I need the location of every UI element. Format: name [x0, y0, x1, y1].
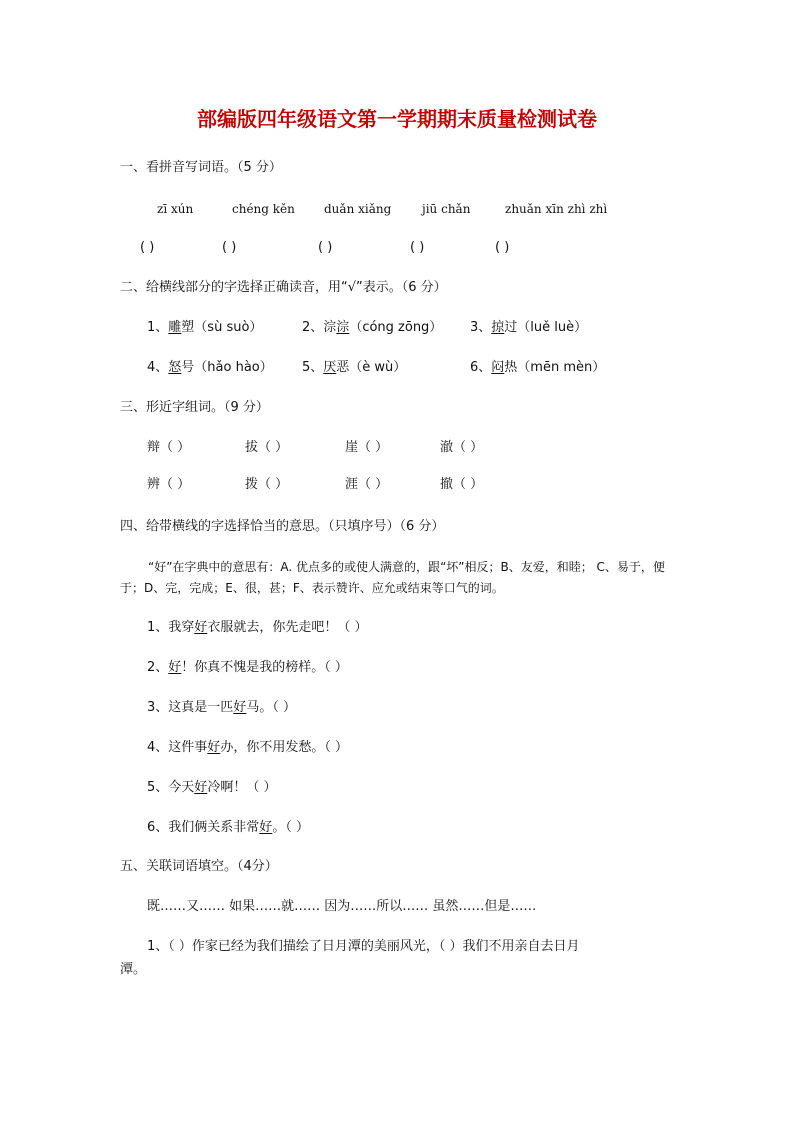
meaning-question-5	[147, 779, 276, 797]
item-options: 号（hǎo hào）	[181, 360, 273, 375]
reading-item-1	[147, 319, 262, 337]
underlined-char: 好	[168, 660, 182, 675]
item-number: 1、	[147, 320, 169, 335]
meaning-question-6	[147, 819, 309, 837]
item-text: 这件事	[168, 740, 208, 755]
underlined-char: 好	[194, 620, 208, 635]
item-text: 办，你不用发愁。（ ）	[220, 740, 348, 755]
item-text: 马。（ ）	[246, 700, 296, 715]
pinyin-1: zī xún	[157, 202, 194, 216]
underlined-char: 好	[259, 820, 273, 835]
section-5-heading: 五、关联词语填空。（4分）	[120, 859, 278, 874]
answer-bracket-4[interactable]: ( )	[410, 240, 425, 255]
item-options: 塑（sù suò）	[181, 320, 263, 335]
char-group-item[interactable]: 撤（ ）	[440, 477, 484, 492]
reading-item-5	[302, 359, 406, 377]
section-1-heading: 一、看拼音写词语。（5 分）	[120, 160, 282, 175]
item-number: 4、	[147, 360, 169, 375]
item-text: 冷啊！（ ）	[207, 780, 277, 795]
answer-bracket-5[interactable]: ( )	[495, 240, 510, 255]
underlined-char: 雕	[168, 320, 182, 335]
item-text: ！你真不愧是我的榜样。（ ）	[181, 660, 348, 675]
item-number: 2、	[147, 660, 169, 675]
fill-in-question-1-continued: 潭。	[120, 962, 147, 977]
item-options: 恶（è wù）	[336, 360, 407, 375]
pinyin-5: zhuǎn xīn zhì zhì	[505, 202, 608, 216]
item-text: 我穿	[168, 620, 195, 635]
underlined-char: 好	[233, 700, 247, 715]
item-text: 淙	[323, 320, 337, 335]
char-group-item[interactable]: 辨（ ）	[147, 477, 191, 492]
item-number: 3、	[147, 700, 169, 715]
char-group-item[interactable]: 崖（ ）	[345, 440, 389, 455]
underlined-char: 淙	[336, 320, 350, 335]
meaning-question-1	[147, 619, 367, 637]
pinyin-2: chéng kěn	[232, 202, 295, 216]
page-title: 部编版四年级语文第一学期期末质量检测试卷	[197, 107, 597, 131]
conjunction-word-bank: 既……又…… 如果……就…… 因为……所以…… 虽然……但是……	[147, 899, 537, 914]
item-number: 6、	[147, 820, 169, 835]
section-2-heading: 二、给横线部分的字选择正确读音，用“√”表示。（6 分）	[120, 280, 447, 295]
item-number: 3、	[470, 320, 492, 335]
reading-item-3	[470, 319, 587, 337]
answer-bracket-3[interactable]: ( )	[318, 240, 333, 255]
underlined-char: 厌	[323, 360, 337, 375]
item-options: （cóng zōng）	[349, 320, 443, 335]
char-group-item[interactable]: 涯（ ）	[345, 477, 389, 492]
section-4-heading: 四、给带横线的字选择恰当的意思。（只填序号）（6 分）	[120, 519, 445, 534]
section-3-heading: 三、形近字组词。（9 分）	[120, 400, 269, 415]
item-number: 4、	[147, 740, 169, 755]
definition-paragraph: “好”在字典中的意思有：A. 优点多的或使人满意的，跟“坏”相反；B、友爱，和睦； C、易于，便于；D、完，完成；E、很，甚；F、表示赞许、应允或结束等口气的词。	[120, 560, 665, 595]
item-number: 1、	[147, 620, 169, 635]
item-text: 衣服就去，你先走吧！（ ）	[207, 620, 368, 635]
meaning-question-2	[147, 659, 348, 677]
char-group-item[interactable]: 拨（ ）	[245, 477, 289, 492]
underlined-char: 好	[207, 740, 221, 755]
item-options: 过（luě luè）	[504, 320, 588, 335]
item-text: 今天	[168, 780, 195, 795]
pinyin-3: duǎn xiǎng	[324, 202, 392, 216]
answer-bracket-2[interactable]: ( )	[222, 240, 237, 255]
underlined-char: 掠	[491, 320, 505, 335]
item-number: 5、	[147, 780, 169, 795]
char-group-item[interactable]: 辩（ ）	[147, 440, 191, 455]
item-text: 我们俩关系非常	[168, 820, 260, 835]
item-options: 热（mēn mèn）	[504, 360, 606, 375]
item-number: 6、	[470, 360, 492, 375]
underlined-char: 好	[194, 780, 208, 795]
char-group-item[interactable]: 澈（ ）	[440, 440, 484, 455]
reading-item-4	[147, 359, 273, 377]
underlined-char: 怒	[168, 360, 182, 375]
underlined-char: 闷	[491, 360, 505, 375]
item-text: 这真是一匹	[168, 700, 234, 715]
answer-bracket-1[interactable]: ( )	[140, 240, 155, 255]
pinyin-4: jiū chǎn	[422, 202, 471, 216]
meaning-question-4	[147, 739, 348, 757]
item-text: 。（ ）	[272, 820, 309, 835]
reading-item-6	[470, 359, 605, 377]
item-number: 2、	[302, 320, 324, 335]
fill-in-question-1[interactable]: 1、（ ）作家已经为我们描绘了日月潭的美丽风光，（ ）我们不用亲自去日月	[147, 939, 580, 954]
item-number: 5、	[302, 360, 324, 375]
meaning-question-3	[147, 699, 296, 717]
reading-item-2	[302, 319, 442, 337]
char-group-item[interactable]: 拔（ ）	[245, 440, 289, 455]
